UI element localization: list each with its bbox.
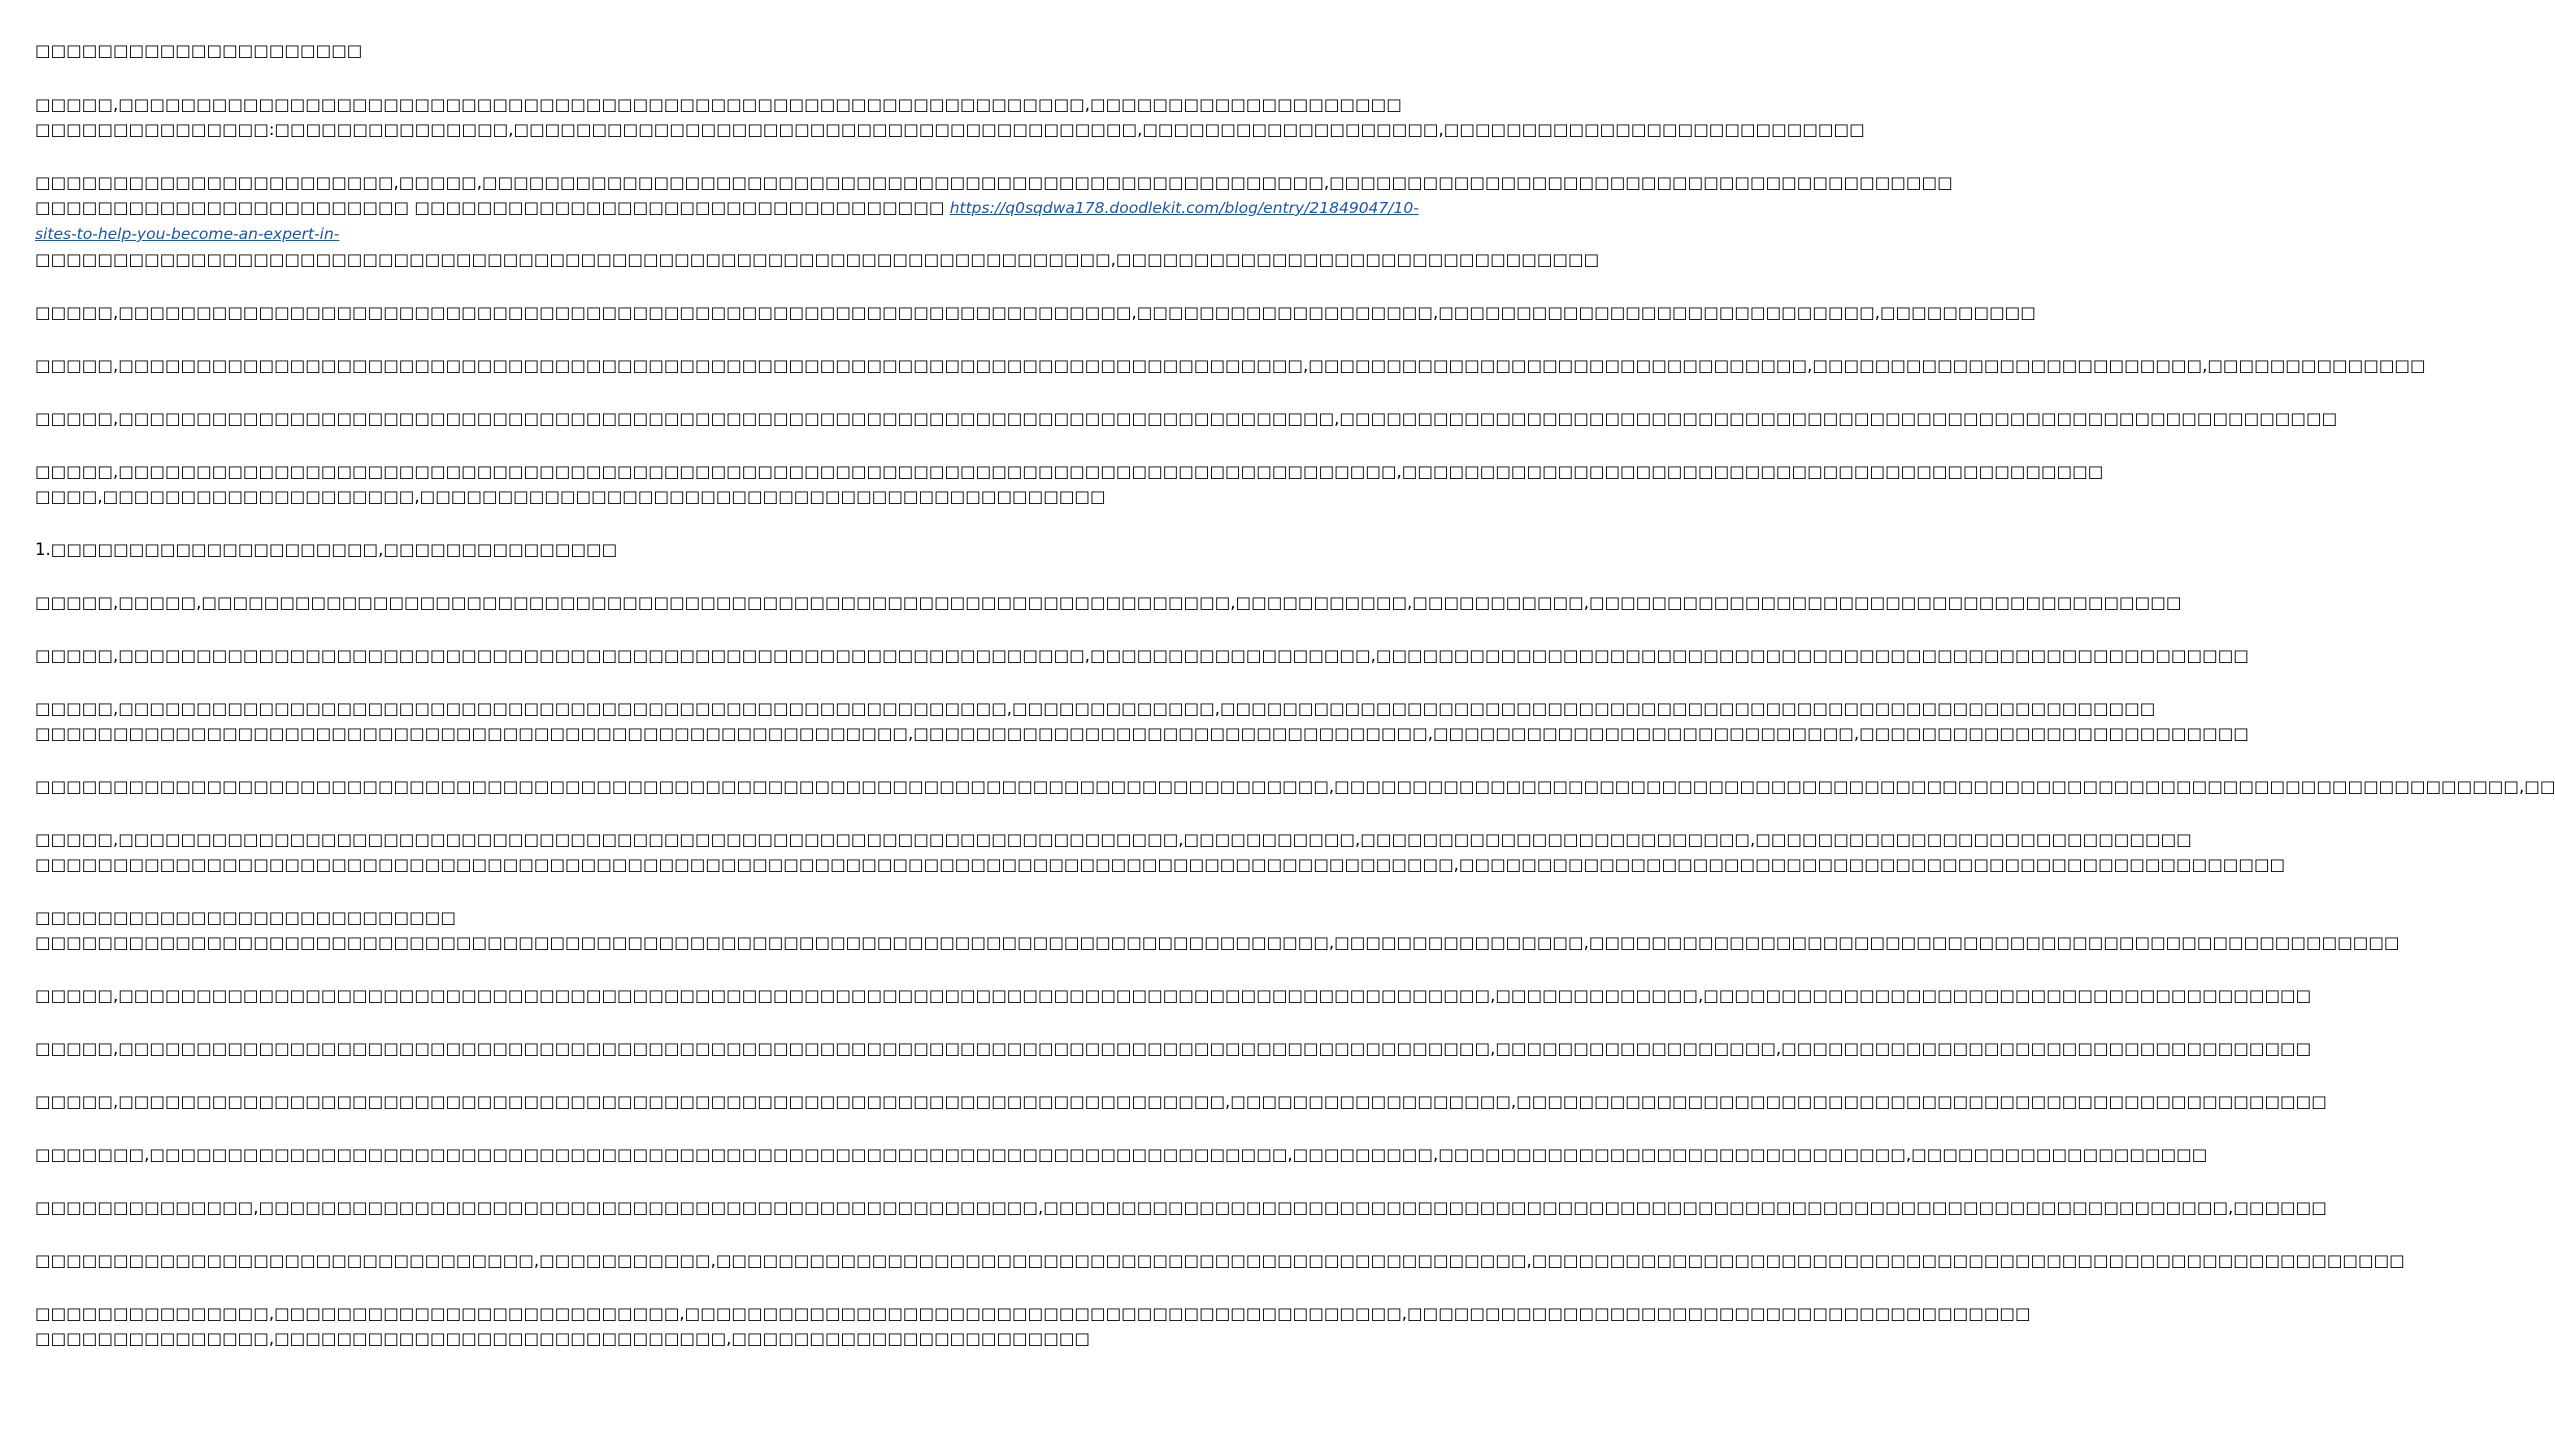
paragraph-12 xyxy=(35,827,2286,877)
paragraph-6 xyxy=(35,459,2104,509)
paragraph-line: □□□□□,□□□□□□□□□□□□□□□□□□□□□□□□□□□□□□□□□□□□□□□□□□□□□□□□□□□□□□□□□□□□□□,□□□□□□□□□□□□□□□□□□□□ xyxy=(35,95,1402,114)
paragraph-4 xyxy=(35,353,2426,378)
paragraph-line: □□□□□□□□□□□□□□□:□□□□□□□□□□□□□□□,□□□□□□□□□□□□□□□□□□□□□□□□□□□□□□□□□□□□□□□□,□□□□□□□□□□□□□□□□□□□,□□□□□□□□□□□□□□□□□□□□□□□□□□□ xyxy=(35,120,1865,139)
paragraph-line: □□□□□□□□□□□□□□□□□□□□□□□□□□□□□□□□□□□□□□□□□□□□□□□□□□□□□□□□□□□□□□□□□□□□□□□□□□□□□□□□□□□□□□□□□□□,□□□□□□□□□□□□□□□□□□□□□□□□□□□□□□□□□□□□□□□□□□□□□□□□□□□□□ xyxy=(35,855,2286,874)
paragraph-line: □□□□□□□□□□□□□□□□□□□□□□□,□□□□□,□□□□□□□□□□□□□□□□□□□□□□□□□□□□□□□□□□□□□□□□□□□□□□□□□□□□□□,□□□□□□□□□□□□□□□□□□□□□□□□□□□□□□□□□□□□□□□□ xyxy=(35,173,1953,192)
paragraph-20 xyxy=(35,1301,2031,1351)
document-heading xyxy=(35,38,990,63)
paragraph-line: □□□□□,□□□□□□□□□□□□□□□□□□□□□□□□□□□□□□□□□□□□□□□□□□□□□□□□□□□□□□□□□□□□□□□□□□□□□□□□□□□□□□□□□□□□□□□□,□□□□□□□□□□□□□□□□□□,□□□□□□□□□□□□□□□□□□□□□□□□□□□□□□□□□□ xyxy=(35,1039,2312,1058)
paragraph-line: □□□□□,□□□□□,□□□□□□□□□□□□□□□□□□□□□□□□□□□□□□□□□□□□□□□□□□□□□□□□□□□□□□□□□□□□□□□□□□,□□□□□□□□□□□,□□□□□□□□□□□,□□□□□□□□□□□□□□□□□□□□□□□□□□□□□□□□□□□□□□ xyxy=(35,593,2182,612)
paragraph-line: □□□□□□□□□□□□□□□,□□□□□□□□□□□□□□□□□□□□□□□□□□□□□,□□□□□□□□□□□□□□□□□□□□□□□ xyxy=(35,1329,1090,1348)
paragraph-line: □□□□□,□□□□□□□□□□□□□□□□□□□□□□□□□□□□□□□□□□□□□□□□□□□□□□□□□□□□□□□□□□□□□□□□□□□□□□□,□□□□□□□□□□□□□□□□□□,□□□□□□□□□□□□□□□□□□□□□□□□□□□□□□□□□□□□□□□□□□□□□□□□□□□□ xyxy=(35,1092,2327,1111)
paragraph-line: □□□□□,□□□□□□□□□□□□□□□□□□□□□□□□□□□□□□□□□□□□□□□□□□□□□□□□□□□□□□□□□□□□□□□□□□□□□□□□□□□□□□□□□□,□□□□□□□□□□□□□□□□□□□□□□□□□□□□□□□□□□□□□□□□□□□□□ xyxy=(35,462,2104,481)
paragraph-8 xyxy=(35,590,2182,615)
paragraph-19 xyxy=(35,1248,2405,1273)
external-link-continued[interactable]: sites-to-help-you-become-an-expert-in- xyxy=(35,225,340,243)
paragraph-line: 1.□□□□□□□□□□□□□□□□□□□□□,□□□□□□□□□□□□□□□ xyxy=(35,540,618,559)
paragraph-14 xyxy=(35,983,2312,1008)
paragraph-line: □□□□□□□□□□□□□□□□□□□□□□□□□□□□□□□□,□□□□□□□□□□□,□□□□□□□□□□□□□□□□□□□□□□□□□□□□□□□□□□□□□□□□□□□□□□□□□□□□,□□□□□□□□□□□□□□□□□□□□□□□□□□□□□□□□□□□□□□□□□□□□□□□□□□□□□□□□ xyxy=(35,1251,2405,1270)
paragraph-line: □□□□□□□□□□□□□□□□□□□□□□□□□□□□□□□□□□□□□□□□□□□□□□□□□□□□□□□□□□□□□□□□□□□□□□□□□□□□□□□□□□□,□□□□□□□□□□□□□□□□,□□□□□□□□□□□□□□□□□□□□□□□□□□□□□□□□□□□□□□□□□□□□□□□□□□□□ xyxy=(35,933,2400,952)
paragraph-line: □□□□□□□□□□□□□□□,□□□□□□□□□□□□□□□□□□□□□□□□□□,□□□□□□□□□□□□□□□□□□□□□□□□□□□□□□□□□□□□□□□□□□□□□□,□□□□□□□□□□□□□□□□□□□□□□□□□□□□□□□□□□□□□□□□ xyxy=(35,1304,2031,1323)
paragraph-15 xyxy=(35,1036,2312,1061)
paragraph-line: □□□□□,□□□□□□□□□□□□□□□□□□□□□□□□□□□□□□□□□□□□□□□□□□□□□□□□□□□□□□□□□□□□□□□□□□□□,□□□□□□□□□□□,□□□□□□□□□□□□□□□□□□□□□□□□□,□□□□□□□□□□□□□□□□□□□□□□□□□□□□ xyxy=(35,830,2192,849)
paragraph-18 xyxy=(35,1195,2327,1220)
paragraph-line: □□□□□,□□□□□□□□□□□□□□□□□□□□□□□□□□□□□□□□□□□□□□□□□□□□□□□□□□□□□□□□□□□□□□□□□□□□□□□□□□□□□□□□□□□□□□□□,□□□□□□□□□□□□□,□□□□□□□□□□□□□□□□□□□□□□□□□□□□□□□□□□□□□□□ xyxy=(35,986,2312,1005)
paragraph-line: □□□□□□□□□□□□□□□□□□□□□□□□□□□□□□□□□□□□□□□□□□□□□□□□□□□□□□□□,□□□□□□□□□□□□□□□□□□□□□□□□□□□□□□□□□,□□□□□□□□□□□□□□□□□□□□□□□□□□□,□□□□□□□□□□□□□□□□□□□□□□□□□ xyxy=(35,724,2249,743)
paragraph-line: □□□□□□□,□□□□□□□□□□□□□□□□□□□□□□□□□□□□□□□□□□□□□□□□□□□□□□□□□□□□□□□□□□□□□□□□□□□□□□□□□,□□□□□□□□□,□□□□□□□□□□□□□□□□□□□□□□□□□□□□□□,□□□□□□□□□□□□□□□□□□□ xyxy=(35,1145,2208,1164)
paragraph-line: □□□□□□□□□□□□□□□□□□□□□□□□□□□□□□□□□□□□□□□□□□□□□□□□□□□□□□□□□□□□□□□□□□□□□□□□□□□□□□□□□□□,□□□□□□□□□□□□□□□□□□□□□□□□□□□□□□□□□□□□□□□□□□□□□□□□□□□□□□□□□□□□□□□□□□□□□□□□□□□□,□□ xyxy=(35,777,2555,796)
paragraph-text: □□□□□□□□□□□□□□□□□□□□□□□□ □□□□□□□□□□□□□□□□□□□□□□□□□□□□□□□□□□ xyxy=(35,198,950,217)
paragraph-5 xyxy=(35,406,2338,431)
paragraph-line: □□□□□,□□□□□□□□□□□□□□□□□□□□□□□□□□□□□□□□□□□□□□□□□□□□□□□□□□□□□□□□□□□□□□,□□□□□□□□□□□□□□□□□□,□□□□□□□□□□□□□□□□□□□□□□□□□□□□□□□□□□□□□□□□□□□□□□□□□□□□□□□□ xyxy=(35,646,2249,665)
paragraph-16 xyxy=(35,1089,2327,1114)
paragraph-10 xyxy=(35,696,2249,746)
paragraph-line: □□□□□,□□□□□□□□□□□□□□□□□□□□□□□□□□□□□□□□□□□□□□□□□□□□□□□□□□□□□□□□□□□□□□□□□,□□□□□□□□□□□□□□□□□□□,□□□□□□□□□□□□□□□□□□□□□□□□□□□□,□□□□□□□□□□ xyxy=(35,303,2036,322)
paragraph-line: □□□□□,□□□□□□□□□□□□□□□□□□□□□□□□□□□□□□□□□□□□□□□□□□□□□□□□□□□□□□□□□,□□□□□□□□□□□□□,□□□□□□□□□□□□□□□□□□□□□□□□□□□□□□□□□□□□□□□□□□□□□□□□□□□□□□□□□□□□ xyxy=(35,699,2156,718)
paragraph-11 xyxy=(35,774,2555,799)
paragraph-line: □□□□□□□□□□□□□□□□□□□□□□□□□□□ xyxy=(35,908,456,927)
numbered-heading xyxy=(35,537,990,562)
paragraph-line: □□□□□,□□□□□□□□□□□□□□□□□□□□□□□□□□□□□□□□□□□□□□□□□□□□□□□□□□□□□□□□□□□□□□□□□□□□□□□□□□□□,□□□□□□□□□□□□□□□□□□□□□□□□□□□□□□□□,□□□□□□□□□□□□□□□□□□□□□□□□□,□□□□□□□□□□□□□□ xyxy=(35,356,2426,375)
paragraph-line: □□□□□□□□□□□□□□,□□□□□□□□□□□□□□□□□□□□□□□□□□□□□□□□□□□□□□□□□□□□□□□□□□,□□□□□□□□□□□□□□□□□□□□□□□□□□□□□□□□□□□□□□□□□□□□□□□□□□□□□□□□□□□□□□□□□□□□□□□□□□□□,□□□□□□ xyxy=(35,1198,2327,1217)
paragraph-17 xyxy=(35,1142,2208,1167)
paragraph-9 xyxy=(35,643,2249,668)
paragraph-3 xyxy=(35,300,2036,325)
paragraph-line xyxy=(35,195,1419,221)
paragraph-line: □□□□□□□□□□□□□□□□□□□□□□□□□□□□□□□□□□□□□□□□□□□□□□□□□□□□□□□□□□□□□□□□□□□□□,□□□□□□□□□□□□□□□□□□□□□□□□□□□□□□□ xyxy=(35,250,1600,269)
paragraph-2-with-link xyxy=(35,170,1953,272)
heading-text: □□□□□□□□□□□□□□□□□□□□□ xyxy=(35,41,363,60)
paragraph-line xyxy=(35,221,990,247)
external-link[interactable]: https://q0sqdwa178.doodlekit.com/blog/entry/21849047/10- xyxy=(949,199,1419,217)
paragraph-line: □□□□,□□□□□□□□□□□□□□□□□□□□,□□□□□□□□□□□□□□□□□□□□□□□□□□□□□□□□□□□□□□□□□□□□ xyxy=(35,487,1106,506)
paragraph-13 xyxy=(35,905,2400,955)
paragraph-line: □□□□□,□□□□□□□□□□□□□□□□□□□□□□□□□□□□□□□□□□□□□□□□□□□□□□□□□□□□□□□□□□□□□□□□□□□□□□□□□□□□□□,□□□□□□□□□□□□□□□□□□□□□□□□□□□□□□□□□□□□□□□□□□□□□□□□□□□□□□□□□□□□□□□□ xyxy=(35,409,2338,428)
paragraph-1 xyxy=(35,92,1865,142)
